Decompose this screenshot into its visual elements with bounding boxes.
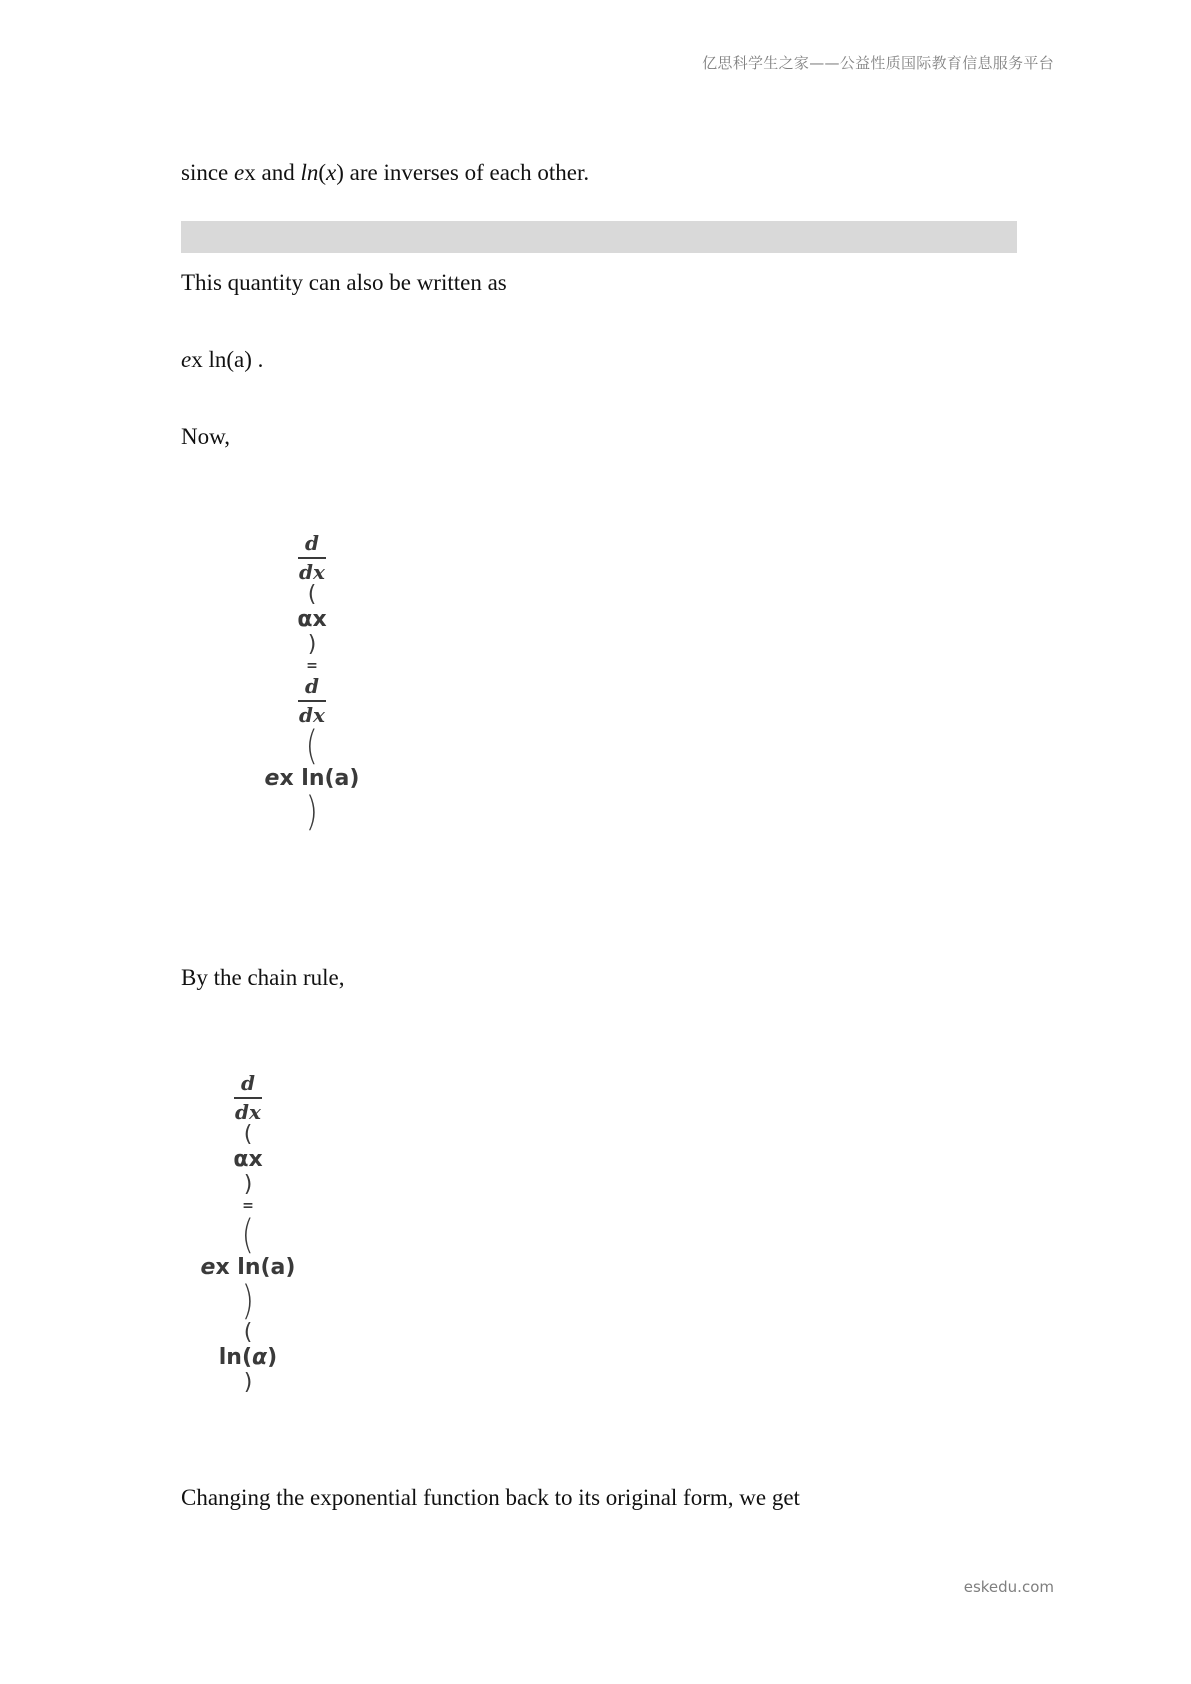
open-paren: ( [241, 1212, 255, 1258]
close-paren: ) [241, 1278, 255, 1324]
math-term-ax: αx [233, 1147, 263, 1172]
math-ln: ln [300, 160, 319, 185]
page-footer: eskedu.com [963, 1578, 1054, 1596]
equation-chain-rule [198, 1072, 298, 1395]
text-segment: ( [318, 160, 327, 185]
math-close: ) [267, 1345, 278, 1370]
fraction-bar [234, 1097, 262, 1099]
open-paren: ( [305, 723, 319, 769]
fraction-bar [298, 557, 326, 559]
close-paren: ) [305, 789, 319, 835]
math-term-ax: αx [297, 607, 327, 632]
text-segment: x and [244, 160, 301, 185]
page-header: 亿思科学生之家——公益性质国际教育信息服务平台 [702, 54, 1054, 72]
open-paren: ( [243, 1320, 253, 1345]
open-paren: ( [243, 1122, 253, 1147]
close-paren: ) [307, 632, 317, 657]
fraction-numerator: d [305, 531, 319, 555]
fraction-d-dx [298, 532, 326, 583]
math-term-rest: x ln(a) [215, 1255, 296, 1280]
paragraph-chain-rule: By the chain rule, [181, 965, 345, 990]
fraction-d-dx [298, 675, 326, 726]
math-e: e [264, 766, 280, 791]
paragraph-changing: Changing the exponential function back to its original form, we get [181, 1485, 800, 1510]
equation-derivative-rewrite [262, 531, 362, 835]
fraction-numerator: d [241, 1071, 255, 1095]
fraction-bar [298, 700, 326, 702]
fraction-denominator: dx [299, 703, 325, 727]
close-paren: ) [243, 1370, 253, 1395]
text-segment: since [181, 160, 235, 185]
math-ln: ln( [218, 1345, 253, 1370]
math-e: e [181, 347, 192, 372]
paragraph-expression [181, 347, 263, 373]
math-x: x [326, 160, 337, 185]
equals-sign: = [242, 1198, 254, 1214]
math-e: e [200, 1255, 216, 1280]
open-paren: ( [307, 582, 317, 607]
equals-sign: = [306, 658, 318, 674]
text-segment: ) are inverses of each other. [336, 160, 590, 185]
paragraph-inverses [181, 160, 589, 186]
fraction-numerator: d [305, 674, 319, 698]
shaded-divider [181, 221, 1017, 253]
paragraph-written-as: This quantity can also be written as [181, 270, 507, 295]
math-term-rest: x ln(a) [279, 766, 360, 791]
math-term-ln-a [219, 1345, 277, 1371]
math-alpha: α [252, 1345, 268, 1370]
fraction-denominator: dx [299, 560, 325, 584]
close-paren: ) [243, 1172, 253, 1197]
math-e: e [234, 160, 245, 185]
text-segment: x ln(a) . [191, 347, 264, 372]
fraction-denominator: dx [235, 1100, 261, 1124]
paragraph-now: Now, [181, 424, 230, 449]
fraction-d-dx [234, 1072, 262, 1123]
